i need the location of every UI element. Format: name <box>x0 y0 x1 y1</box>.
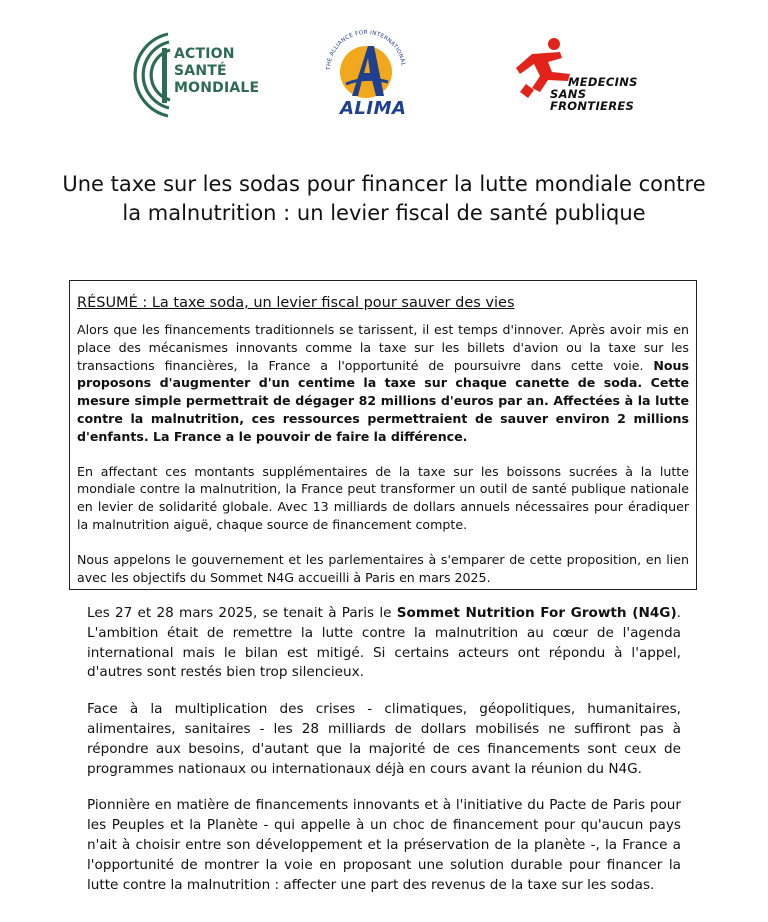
msf-wordmark <box>550 76 672 112</box>
summary-p1-bold: Nous proposons d'augmenter d'un centime la taxe sur chaque canette de soda. Cette mesure simple permettrait de dégager 82 millions d'euros par an. Affectées à la lutte contre la malnutrition, ces ressources permettraient de sauver environ 2 millions d'enfants. La France a le pouvoir de faire la différence. <box>77 357 689 444</box>
alima-wordmark: ALIMA <box>340 98 407 119</box>
body-p1-before: Les 27 et 28 mars 2025, se tenait à Paris le <box>87 605 397 621</box>
document-title: Une taxe sur les sodas pour financer la lutte mondiale contre la malnutrition : un levier fiscal de santé publique <box>62 172 706 225</box>
summary-p1-text: Alors que les financements traditionnels se tarissent, il est temps d'innover. Après avoir mis en place des mécanismes innovants comme la taxe sur les billets d'avion ou la taxe sur les transactions financières, la France a l'opportunité de poursuivre dans cette voie. <box>77 322 689 373</box>
asm-line-1: ACTION <box>174 46 235 62</box>
summary-paragraph-3: Nous appelons le gouvernement et les parlementaires à s'emparer de cette proposition, en lien avec les objectifs du Sommet N4G accueilli à Paris en mars 2025. <box>77 551 689 585</box>
summary-paragraph-2: En affectant ces montants supplémentaires de la taxe sur les boissons sucrées à la lutte mondiale contre la malnutrition, la France peut transformer un outil de santé publique nationale en levier de solidarité globale. Avec 13 milliards de dollars annuels nécessaires pour éradiquer la malnutrition aiguë, chaque source de financement compte. <box>77 463 689 532</box>
alima-logo <box>318 18 414 122</box>
asm-line-3: MONDIALE <box>174 80 260 96</box>
asm-arcs-icon <box>122 28 182 123</box>
body-text <box>87 604 681 912</box>
body-paragraph-1 <box>87 604 681 683</box>
summary-paragraph-1 <box>77 321 689 446</box>
body-p1-bold: Sommet Nutrition For Growth (N4G) <box>396 605 677 621</box>
summary-box <box>69 280 697 590</box>
body-paragraph-2: Face à la multiplication des crises - climatiques, géopolitiques, humanitaires, alimentaires, sanitaires - les 28 milliards de dollars mobilisés ne suffiront pas à répondre aux besoins, d'autant que la majorité de ces financements sont ceux de programmes nationaux ou internationaux déjà en cours avant la réunion du N4G. <box>87 701 681 777</box>
asm-wordmark <box>174 46 259 97</box>
body-p1-after: . L'ambition était de remettre la lutte contre la malnutrition au cœur de l'agenda international mais le bilan est mitigé. Si certains acteurs ont répondu à l'appel, d'autres sont restés bien trop silencieux. <box>87 605 681 681</box>
asm-line-2: SANTÉ <box>174 63 227 79</box>
alima-arc-text: THE ALLIANCE FOR INTERNATIONAL <box>325 29 406 71</box>
summary-heading: RÉSUMÉ : La taxe soda, un levier fiscal pour sauver des vies <box>77 295 515 311</box>
msf-logo <box>512 34 672 114</box>
msf-line-1: MEDECINS <box>568 75 638 89</box>
body-paragraph-3: Pionnière en matière de financements innovants et à l'initiative du Pacte de Paris pour les Peuples et la Planète - qui appelle à un choc de financement pour qu'aucun pays n'ait à choisir entre son développement et la préservation de la planète -, la France a l'opportunité de montrer la voie en proposant une solution durable pour financer la lutte contre la malnutrition : affecter une part des revenus de la taxe sur les sodas. <box>87 797 681 893</box>
action-sante-mondiale-logo <box>122 28 262 123</box>
logo-bar <box>0 0 768 130</box>
msf-line-2: SANS FRONTIERES <box>550 87 635 113</box>
